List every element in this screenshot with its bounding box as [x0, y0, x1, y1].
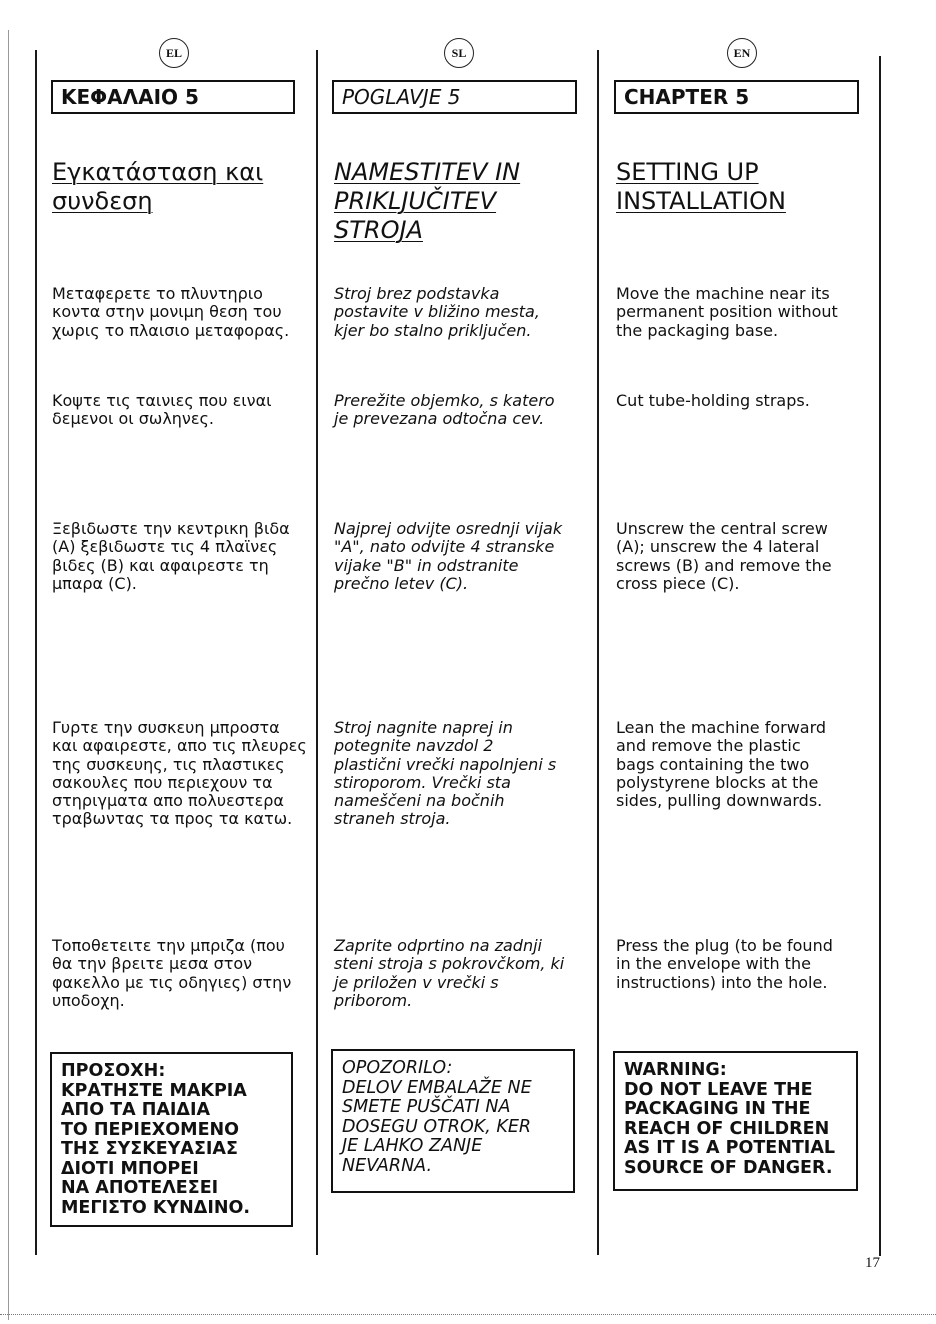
chapter-heading-el: ΚΕΦΑΛΑΙΟ 5	[51, 80, 295, 114]
step-5-el: Τοποθετειτε την μπριζα (που θα την βρειτε μεσα στον φακελλο με τις οδηγιες) στην υποδοχη.	[52, 936, 292, 1010]
warning-box-sl: OPOZORILO: DELOV EMBALAŽE NE SMETE PUŠČATI NA DOSEGU OTROK, KER JE LAHKO ZANJE NEVARNA.	[331, 1049, 575, 1193]
section-title-en: SETTING UP INSTALLATION	[616, 158, 786, 215]
chapter-heading-en: CHAPTER 5	[614, 80, 859, 114]
language-badge-sl: SL	[444, 38, 474, 68]
column-rule-1	[316, 50, 318, 1255]
step-4-en: Lean the machine forward and remove the plastic bags containing the two polystyrene blocks at the sides, pulling downwards.	[616, 718, 827, 811]
step-3-el: Ξεβιδωστε την κεντρικη βιδα (A) ξεβιδωστε τις 4 πλαϊνες βιδες (B) και αφαιρεστε τη μπαρα (C).	[52, 519, 290, 593]
warning-box-en: WARNING: DO NOT LEAVE THE PACKAGING IN THE REACH OF CHILDREN AS IT IS A POTENTIAL SOURCE OF DANGER.	[613, 1051, 858, 1191]
step-4-el: Γυρτε την συσκευη μπροστα και αφαιρεστε, απο τις πλευρες της συσκευης, τις πλαστικες σακουλες που περιεχουν τα στηριγματα απο πολυεστερα τραβωντας τα προς τα κατω.	[52, 718, 307, 829]
warning-box-el: ΠΡΟΣΟΧΗ: ΚΡΑΤΗΣΤΕ ΜΑΚΡΙΑ ΑΠΟ ΤΑ ΠΑΙΔΙΑ ΤΟ ΠΕΡΙΕΧΟΜΕΝΟ ΤΗΣ ΣΥΣΚΕΥΑΣΙΑΣ ΔΙΟΤΙ ΜΠΟΡΕΙ ΝΑ ΑΠΟΤΕΛΕΣΕΙ ΜΕΓΙΣΤΟ ΚΥΝΔΙΝΟ.	[50, 1052, 293, 1227]
chapter-heading-sl: POGLAVJE 5	[332, 80, 577, 114]
step-1-en: Move the machine near its permanent position without the packaging base.	[616, 284, 838, 340]
step-1-sl: Stroj brez podstavka postavite v bližino mesta, kjer bo stalno priključen.	[334, 284, 540, 340]
step-2-el: Κοψτε τις ταινιες που ειναι δεμενοι οι σωληνες.	[52, 391, 272, 429]
step-3-sl: Najprej odvijte osrednji vijak "A", nato odvijte 4 stranske vijake "B" in odstranite prečno letev (C).	[334, 519, 563, 593]
section-title-el: Εγκατάσταση και συνδεση	[52, 158, 264, 215]
step-2-en: Cut tube-holding straps.	[616, 391, 810, 410]
scan-edge-dotted-line	[0, 1314, 936, 1315]
language-badge-el: EL	[159, 38, 189, 68]
margin-rule-left	[35, 50, 37, 1255]
step-1-el: Μεταφερετε το πλυντηριο κοντα στην μονιμη θεση του χωρις το πλαισιο μεταφορας.	[52, 284, 290, 340]
section-title-sl: NAMESTITEV IN PRIKLJUČITEV STROJA	[334, 158, 521, 244]
step-3-en: Unscrew the central screw (A); unscrew the 4 lateral screws (B) and remove the cross piece (C).	[616, 519, 832, 593]
language-badge-en: EN	[727, 38, 757, 68]
column-rule-2	[597, 50, 599, 1255]
step-2-sl: Prerežite objemko, s katero je prevezana odtočna cev.	[334, 391, 555, 429]
step-5-en: Press the plug (to be found in the envelope with the instructions) into the hole.	[616, 936, 833, 992]
step-5-sl: Zaprite odprtino na zadnji steni stroja s pokrovčkom, ki je priložen v vrečki s priborom.	[334, 936, 565, 1010]
step-4-sl: Stroj nagnite naprej in potegnite navzdol 2 plastični vrečki napolnjeni s stiroporom. Vrečki sta nameščeni na bočnih straneh stroja.	[334, 718, 557, 829]
page-number: 17	[865, 1255, 880, 1271]
edge-rule-left	[8, 30, 9, 1320]
margin-rule-right	[879, 56, 881, 1256]
